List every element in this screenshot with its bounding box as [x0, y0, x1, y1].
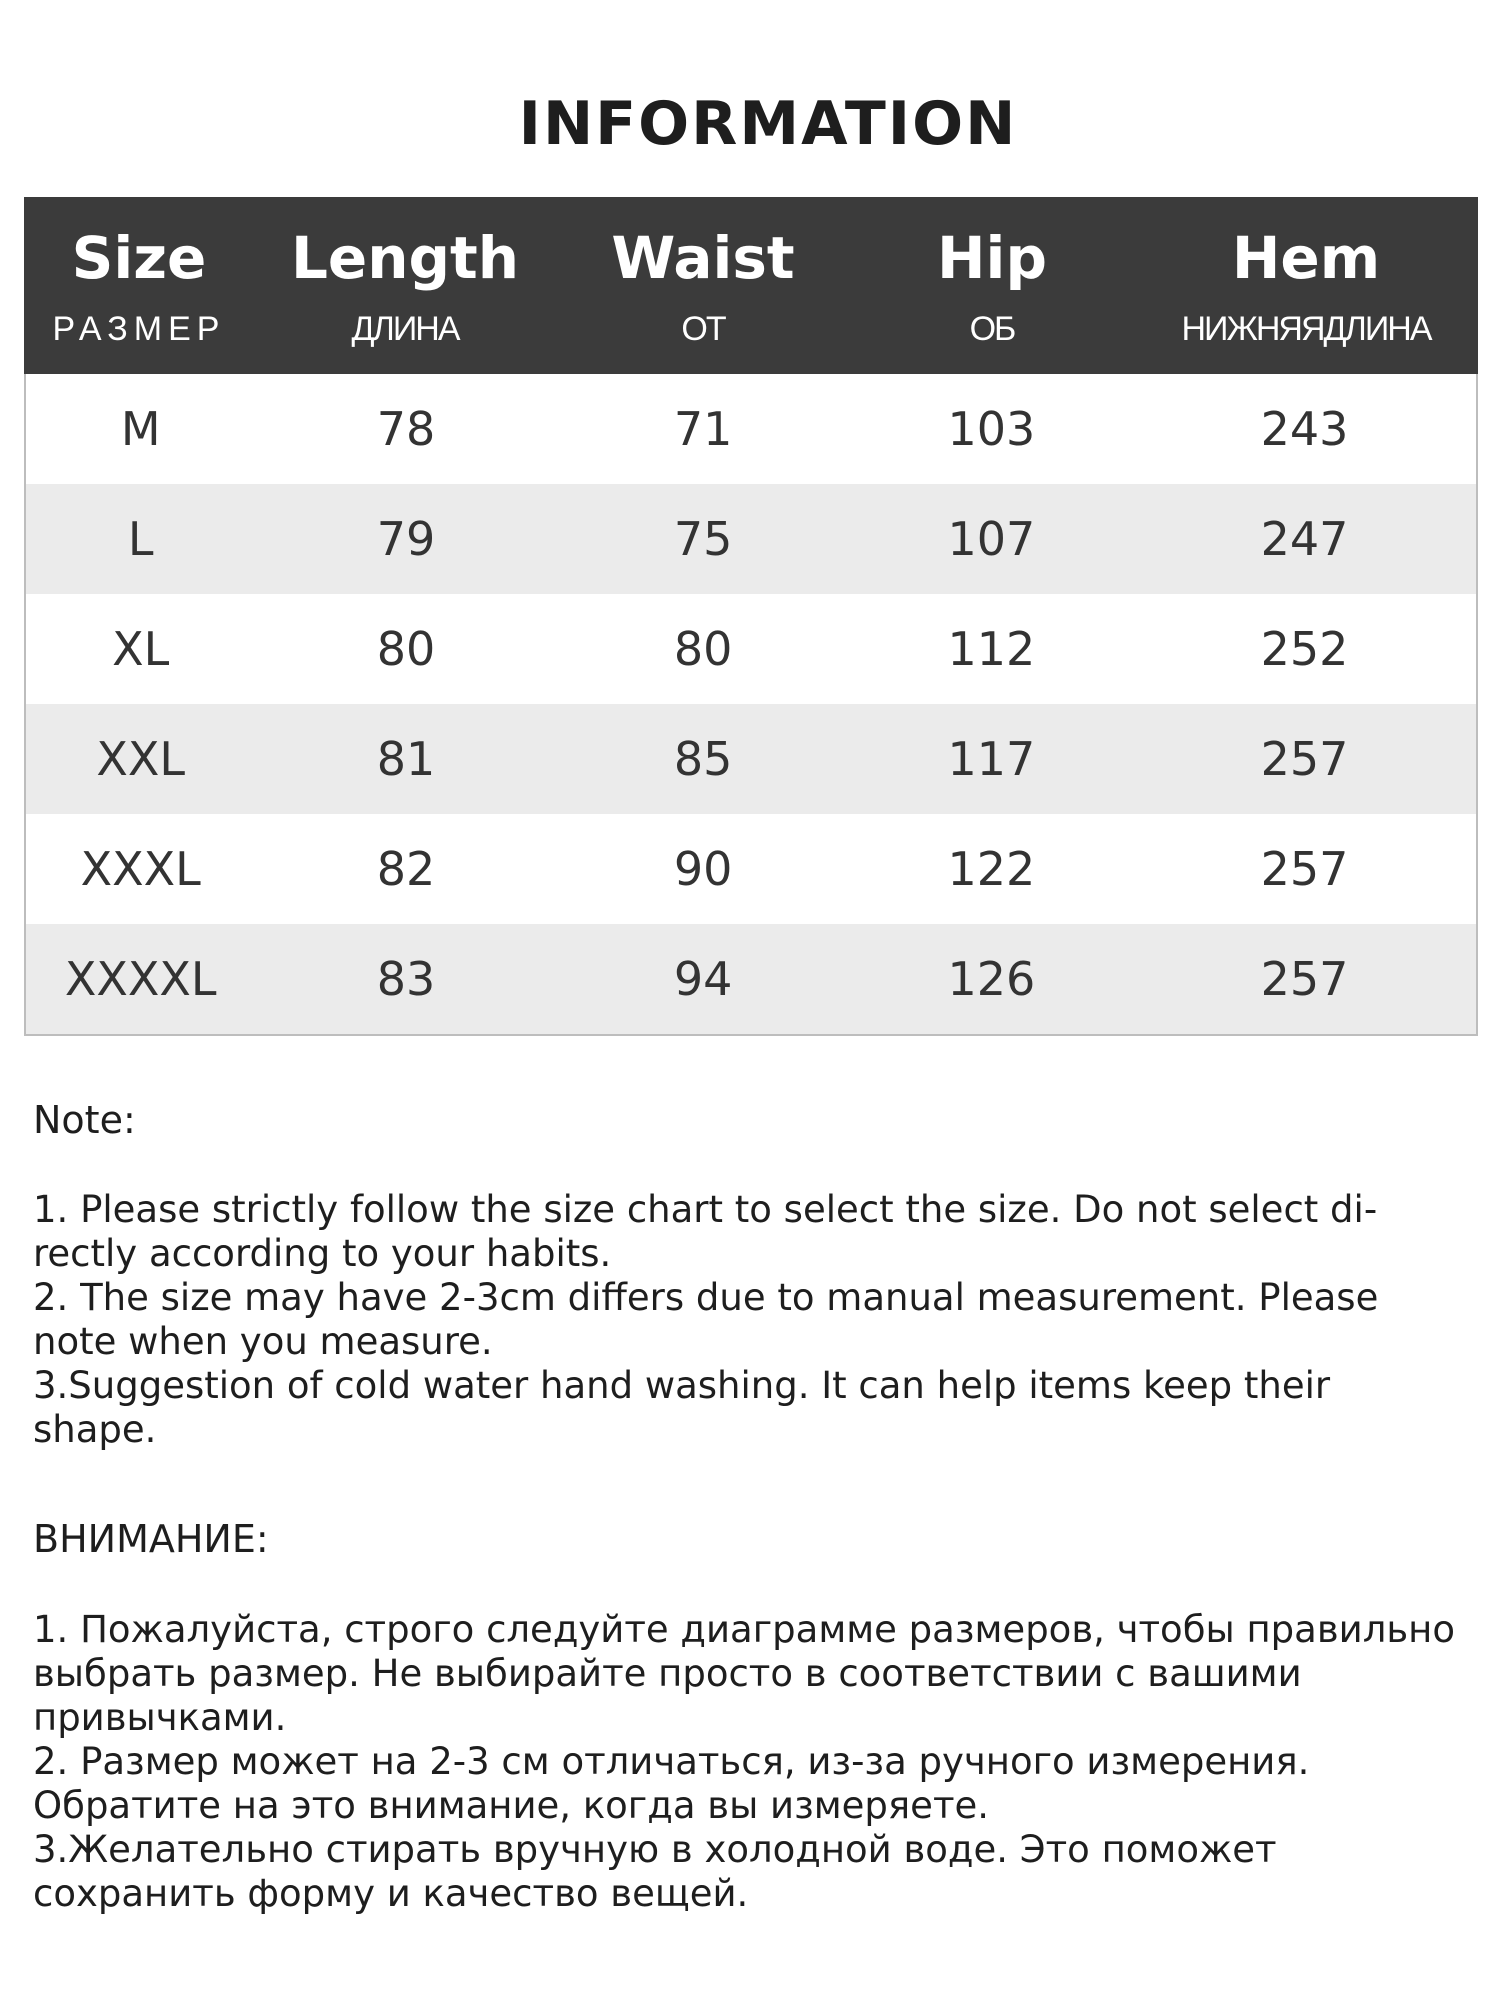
header-label-ru: НИЖНЯЯДЛИНА: [1181, 310, 1431, 348]
note-heading-en: Note:: [33, 1098, 136, 1142]
header-size: [24, 197, 254, 374]
note-body-en: [33, 1188, 1473, 1452]
cell-length: 82: [376, 842, 436, 896]
table-row: [26, 374, 1476, 484]
note-line: 3.Желательно стирать вручную в холодной воде. Это поможет: [33, 1828, 1277, 1871]
header-label-ru: РАЗМЕР: [52, 310, 226, 348]
cell-hip: 112: [947, 622, 1036, 676]
note-line: rectly according to your habits.: [33, 1232, 612, 1275]
cell-hem: 257: [1260, 952, 1349, 1006]
header-label-en: Waist: [611, 224, 795, 292]
cell-hem: 247: [1260, 512, 1349, 566]
table-row: [26, 814, 1476, 924]
cell-size: XXXL: [80, 842, 201, 896]
cell-length: 80: [376, 622, 436, 676]
cell-waist: 94: [673, 952, 733, 1006]
cell-waist: 71: [673, 402, 733, 456]
cell-size: XXL: [96, 732, 186, 786]
cell-waist: 75: [673, 512, 733, 566]
header-label-en: Size: [71, 224, 207, 292]
cell-hip: 103: [947, 402, 1036, 456]
table-row: [26, 924, 1476, 1034]
page-title: INFORMATION: [518, 89, 1018, 159]
cell-hip: 107: [947, 512, 1036, 566]
header-label-ru: ОБ: [969, 310, 1015, 348]
cell-size: M: [120, 402, 161, 456]
cell-hip: 126: [947, 952, 1036, 1006]
cell-length: 81: [376, 732, 436, 786]
cell-hip: 117: [947, 732, 1036, 786]
header-label-ru: ДЛИНА: [351, 310, 459, 348]
cell-length: 83: [376, 952, 436, 1006]
cell-length: 79: [376, 512, 436, 566]
note-line: 1. Please strictly follow the size chart to select the size. Do not select di-: [33, 1188, 1378, 1231]
header-label-ru: ОТ: [681, 310, 725, 348]
note-line: shape.: [33, 1408, 157, 1451]
header-hip: [850, 197, 1134, 374]
note-heading-ru: ВНИМАНИЕ:: [33, 1517, 269, 1561]
header-label-en: Hem: [1231, 224, 1381, 292]
note-line: 1. Пожалуйста, строго следуйте диаграмме размеров, чтобы правильно: [33, 1608, 1455, 1651]
cell-hip: 122: [947, 842, 1036, 896]
cell-length: 78: [376, 402, 436, 456]
header-hem: [1134, 197, 1478, 374]
cell-hem: 243: [1260, 402, 1349, 456]
size-chart-table: [24, 197, 1478, 1036]
cell-waist: 90: [673, 842, 733, 896]
note-line: Обратите на это внимание, когда вы измеряете.: [33, 1784, 990, 1827]
cell-waist: 80: [673, 622, 733, 676]
header-waist: [556, 197, 850, 374]
header-length: [254, 197, 556, 374]
note-body-ru: [33, 1608, 1473, 1916]
cell-size: XXXXL: [64, 952, 217, 1006]
table-row: [26, 594, 1476, 704]
note-line: выбрать размер. Не выбирайте просто в соответствии с вашими: [33, 1652, 1302, 1695]
cell-size: XL: [112, 622, 170, 676]
cell-size: L: [127, 512, 154, 566]
cell-hem: 252: [1260, 622, 1349, 676]
table-header: [24, 197, 1478, 374]
table-row: [26, 484, 1476, 594]
note-line: сохранить форму и качество вещей.: [33, 1872, 749, 1915]
note-line: 3.Suggestion of cold water hand washing. It can help items keep their: [33, 1364, 1331, 1407]
cell-hem: 257: [1260, 842, 1349, 896]
note-line: note when you measure.: [33, 1320, 493, 1363]
note-line: 2. The size may have 2-3cm differs due to manual measurement. Please: [33, 1276, 1379, 1319]
header-label-en: Hip: [937, 224, 1047, 292]
cell-waist: 85: [673, 732, 733, 786]
note-line: 2. Размер может на 2-3 см отличаться, из-за ручного измерения.: [33, 1740, 1310, 1783]
cell-hem: 257: [1260, 732, 1349, 786]
table-row: [26, 704, 1476, 814]
note-line: привычками.: [33, 1696, 287, 1739]
header-label-en: Length: [290, 224, 520, 292]
